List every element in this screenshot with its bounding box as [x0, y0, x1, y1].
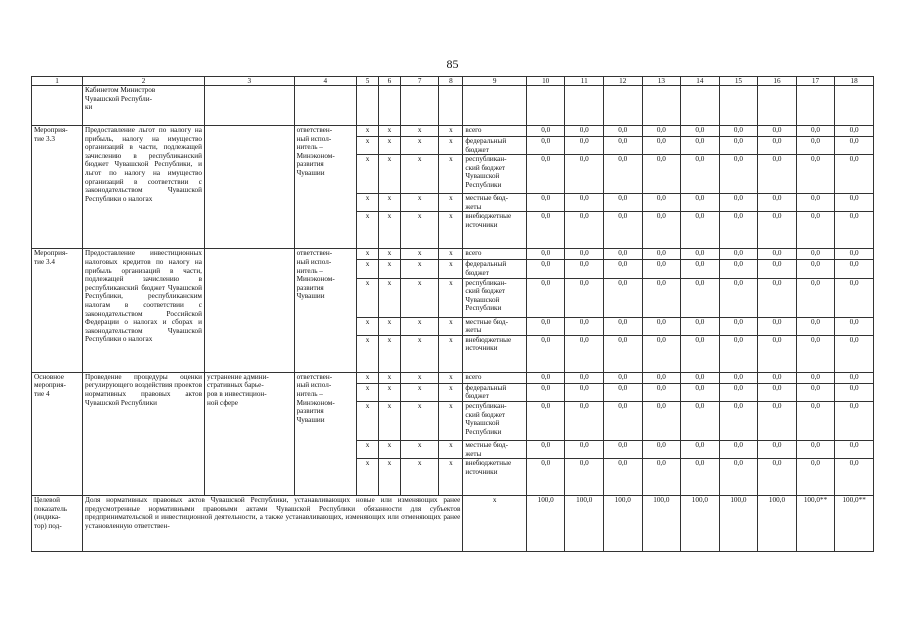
- amount-cell: 0,0: [758, 372, 797, 383]
- amount-cell: 0,0: [565, 155, 604, 194]
- amount-cell: 0,0: [526, 317, 565, 335]
- code-mark: x: [439, 260, 463, 278]
- amount-cell: 0,0: [565, 278, 604, 317]
- column-header: 2: [83, 77, 205, 86]
- measure-executor: ответствен- ный испол- нитель – Минэконом- развития Чувашии: [294, 372, 357, 495]
- code-mark: x: [357, 137, 379, 155]
- amount-cell: 0,0: [796, 278, 835, 317]
- amount-cell: 0,0: [835, 212, 874, 249]
- code-mark: x: [378, 278, 400, 317]
- code-mark: x: [357, 317, 379, 335]
- column-header: 11: [565, 77, 604, 86]
- measure-description: Проведение процедуры оценки регулирующего воздействия проектов нормативных правовых актов Чувашской Республики: [83, 372, 205, 495]
- code-mark: x: [439, 459, 463, 496]
- amount-cell: 0,0: [796, 249, 835, 260]
- amount-cell: 0,0: [835, 317, 874, 335]
- measure-goal: устранение админи- стративных барье- ров в инвестицион- ной сфере: [204, 372, 294, 495]
- funding-source: федеральный бюджет: [463, 383, 527, 401]
- code-mark: x: [439, 401, 463, 440]
- measure-description: Предоставление инвестиционных налоговых кредитов по налогу на прибыль организаций в части, подлежащей зачислению в республиканский бюджет Чувашской Республики, республиканским налогам в соответствии с законодательством Российской Федерации о налогах и сборах и законодательством Чувашской Республики о налогах: [83, 249, 205, 372]
- amount-cell: 0,0: [719, 278, 758, 317]
- amount-cell: 0,0: [642, 260, 681, 278]
- indicator-text: Доля нормативных правовых актов Чувашской Республики, устанавливающих новые или изменяющих ранее предусмотренные нормативными правовыми актами Чувашской Республики обязанности для субъектов предпринимательской и инвестиционной деятельности, а также устанавливающих, изменяющих или отменяющих ранее установленную ответствен-: [83, 496, 463, 552]
- code-mark: x: [439, 249, 463, 260]
- code-mark: x: [400, 249, 439, 260]
- code-mark: x: [400, 126, 439, 137]
- amount-cell: 0,0: [681, 260, 720, 278]
- amount-cell: 0,0: [642, 401, 681, 440]
- amount-cell: 0,0: [835, 260, 874, 278]
- measure-goal: [204, 249, 294, 372]
- amount-cell: 0,0: [681, 126, 720, 137]
- amount-cell: 0,0: [835, 155, 874, 194]
- measure-executor: ответствен- ный испол- нитель – Минэконом- развития Чувашии: [294, 126, 357, 249]
- amount-cell: 0,0: [604, 137, 643, 155]
- code-mark: x: [400, 194, 439, 212]
- code-mark: x: [439, 440, 463, 458]
- amount-cell: 0,0: [604, 459, 643, 496]
- funding-source: местные бюд- жеты: [463, 194, 527, 212]
- code-mark: x: [378, 459, 400, 496]
- amount-cell: 0,0: [565, 459, 604, 496]
- amount-cell: 0,0: [604, 401, 643, 440]
- amount-cell: 0,0: [604, 194, 643, 212]
- amount-cell: 0,0: [604, 383, 643, 401]
- indicator-value: 100,0: [565, 496, 604, 552]
- amount-cell: 0,0: [796, 372, 835, 383]
- amount-cell: 0,0: [642, 278, 681, 317]
- amount-cell: 0,0: [835, 194, 874, 212]
- amount-cell: 0,0: [758, 401, 797, 440]
- amount-cell: 0,0: [604, 372, 643, 383]
- code-mark: x: [357, 212, 379, 249]
- code-mark: x: [439, 372, 463, 383]
- amount-cell: 0,0: [758, 459, 797, 496]
- code-mark: x: [439, 212, 463, 249]
- amount-cell: 0,0: [835, 372, 874, 383]
- funding-source: республикан- ский бюджет Чувашской Республики: [463, 401, 527, 440]
- code-mark: x: [378, 260, 400, 278]
- amount-cell: 0,0: [758, 278, 797, 317]
- code-mark: x: [400, 317, 439, 335]
- amount-cell: 0,0: [681, 194, 720, 212]
- column-header: 7: [400, 77, 439, 86]
- amount-cell: 0,0: [681, 440, 720, 458]
- table-row: [32, 249, 874, 260]
- code-mark: x: [439, 278, 463, 317]
- code-mark: x: [439, 383, 463, 401]
- amount-cell: 0,0: [565, 212, 604, 249]
- code-mark: x: [378, 317, 400, 335]
- code-mark: x: [378, 440, 400, 458]
- amount-cell: 0,0: [796, 212, 835, 249]
- column-header: 3: [204, 77, 294, 86]
- code-mark: x: [357, 440, 379, 458]
- amount-cell: 0,0: [565, 383, 604, 401]
- measure-description: Предоставление льгот по налогу на прибыль, налогу на имущество организаций в части, подлежащей зачислению в республиканский бюджет Чувашской Республики, и льгот по налогу на имущество организаций в соответствии с законодательством Чувашской Республики о налогах: [83, 126, 205, 249]
- amount-cell: 0,0: [719, 249, 758, 260]
- code-mark: x: [378, 137, 400, 155]
- code-mark: x: [400, 278, 439, 317]
- amount-cell: 0,0: [642, 335, 681, 372]
- amount-cell: 0,0: [796, 194, 835, 212]
- code-mark: x: [357, 372, 379, 383]
- amount-cell: 0,0: [719, 401, 758, 440]
- funding-source: внебюджетные источники: [463, 335, 527, 372]
- amount-cell: 0,0: [681, 155, 720, 194]
- amount-cell: 0,0: [758, 260, 797, 278]
- amount-cell: 0,0: [835, 126, 874, 137]
- amount-cell: 0,0: [642, 383, 681, 401]
- code-mark: x: [400, 372, 439, 383]
- amount-cell: 0,0: [681, 317, 720, 335]
- code-mark: x: [378, 335, 400, 372]
- amount-cell: 0,0: [758, 383, 797, 401]
- amount-cell: 0,0: [796, 126, 835, 137]
- indicator-value: 100,0**: [835, 496, 874, 552]
- table-row: [32, 372, 874, 383]
- amount-cell: 0,0: [604, 249, 643, 260]
- amount-cell: 0,0: [758, 126, 797, 137]
- funding-source: местные бюд- жеты: [463, 317, 527, 335]
- amount-cell: 0,0: [526, 155, 565, 194]
- amount-cell: 0,0: [796, 401, 835, 440]
- column-header: 4: [294, 77, 357, 86]
- amount-cell: 0,0: [565, 126, 604, 137]
- amount-cell: 0,0: [642, 137, 681, 155]
- amount-cell: 0,0: [526, 249, 565, 260]
- amount-cell: 0,0: [758, 335, 797, 372]
- amount-cell: 0,0: [681, 372, 720, 383]
- amount-cell: 0,0: [719, 212, 758, 249]
- code-mark: x: [400, 137, 439, 155]
- code-mark: x: [400, 155, 439, 194]
- amount-cell: 0,0: [565, 194, 604, 212]
- code-mark: x: [400, 383, 439, 401]
- code-mark: x: [400, 335, 439, 372]
- amount-cell: 0,0: [835, 278, 874, 317]
- amount-cell: 0,0: [642, 155, 681, 194]
- amount-cell: 0,0: [835, 137, 874, 155]
- amount-cell: 0,0: [565, 440, 604, 458]
- code-mark: x: [439, 317, 463, 335]
- amount-cell: 0,0: [835, 383, 874, 401]
- indicator-value: 100,0**: [796, 496, 835, 552]
- indicator-col9: x: [463, 496, 527, 552]
- amount-cell: 0,0: [681, 278, 720, 317]
- amount-cell: 0,0: [565, 249, 604, 260]
- column-header: 6: [378, 77, 400, 86]
- column-header: 16: [758, 77, 797, 86]
- amount-cell: 0,0: [796, 459, 835, 496]
- amount-cell: 0,0: [719, 137, 758, 155]
- indicator-row: [32, 496, 874, 552]
- amount-cell: 0,0: [642, 249, 681, 260]
- code-mark: x: [378, 212, 400, 249]
- amount-cell: 0,0: [719, 155, 758, 194]
- column-header: 10: [526, 77, 565, 86]
- amount-cell: 0,0: [526, 260, 565, 278]
- amount-cell: 0,0: [719, 440, 758, 458]
- amount-cell: 0,0: [719, 317, 758, 335]
- code-mark: x: [439, 126, 463, 137]
- amount-cell: 0,0: [719, 372, 758, 383]
- code-mark: x: [357, 278, 379, 317]
- column-header: 5: [357, 77, 379, 86]
- amount-cell: 0,0: [642, 212, 681, 249]
- measure-executor: ответствен- ный испол- нитель – Минэконом- развития Чувашии: [294, 249, 357, 372]
- indicator-value: 100,0: [526, 496, 565, 552]
- code-mark: x: [378, 401, 400, 440]
- amount-cell: 0,0: [642, 194, 681, 212]
- amount-cell: 0,0: [642, 440, 681, 458]
- funding-source: всего: [463, 372, 527, 383]
- table-row: [32, 126, 874, 137]
- amount-cell: 0,0: [758, 194, 797, 212]
- amount-cell: 0,0: [719, 383, 758, 401]
- indicator-value: 100,0: [604, 496, 643, 552]
- funding-source: внебюджетные источники: [463, 212, 527, 249]
- code-mark: x: [439, 137, 463, 155]
- amount-cell: 0,0: [796, 260, 835, 278]
- code-mark: x: [400, 212, 439, 249]
- amount-cell: 0,0: [835, 335, 874, 372]
- amount-cell: 0,0: [796, 440, 835, 458]
- amount-cell: 0,0: [604, 155, 643, 194]
- amount-cell: 0,0: [835, 440, 874, 458]
- funding-source: федеральный бюджет: [463, 137, 527, 155]
- column-header: 14: [681, 77, 720, 86]
- amount-cell: 0,0: [565, 401, 604, 440]
- amount-cell: 0,0: [796, 137, 835, 155]
- amount-cell: 0,0: [835, 459, 874, 496]
- amount-cell: 0,0: [796, 335, 835, 372]
- column-header: 1: [32, 77, 83, 86]
- funding-source: федеральный бюджет: [463, 260, 527, 278]
- amount-cell: 0,0: [796, 317, 835, 335]
- code-mark: x: [439, 155, 463, 194]
- column-header: 12: [604, 77, 643, 86]
- amount-cell: 0,0: [526, 194, 565, 212]
- indicator-value: 100,0: [758, 496, 797, 552]
- column-header: 15: [719, 77, 758, 86]
- indicator-value: 100,0: [719, 496, 758, 552]
- funding-source: республикан- ский бюджет Чувашской Республики: [463, 155, 527, 194]
- measure-name: Мероприя- тие 3.3: [32, 126, 83, 249]
- amount-cell: 0,0: [719, 260, 758, 278]
- amount-cell: 0,0: [565, 260, 604, 278]
- amount-cell: 0,0: [526, 126, 565, 137]
- amount-cell: 0,0: [604, 317, 643, 335]
- amount-cell: 0,0: [526, 372, 565, 383]
- code-mark: x: [357, 155, 379, 194]
- header-row: [32, 77, 874, 86]
- amount-cell: 0,0: [835, 401, 874, 440]
- indicator-value: 100,0: [642, 496, 681, 552]
- measure-name: Мероприя- тие 3.4: [32, 249, 83, 372]
- code-mark: x: [357, 383, 379, 401]
- amount-cell: 0,0: [642, 372, 681, 383]
- budget-table: [31, 76, 874, 552]
- amount-cell: 0,0: [526, 278, 565, 317]
- amount-cell: 0,0: [681, 335, 720, 372]
- code-mark: x: [378, 155, 400, 194]
- indicator-value: 100,0: [681, 496, 720, 552]
- indicator-label: Целевой показатель (индика- тор) под-: [32, 496, 83, 552]
- code-mark: x: [439, 335, 463, 372]
- code-mark: x: [357, 401, 379, 440]
- amount-cell: 0,0: [526, 383, 565, 401]
- amount-cell: 0,0: [642, 459, 681, 496]
- amount-cell: 0,0: [835, 249, 874, 260]
- code-mark: x: [400, 459, 439, 496]
- code-mark: x: [378, 249, 400, 260]
- page-number: 85: [446, 57, 459, 71]
- amount-cell: 0,0: [604, 440, 643, 458]
- amount-cell: 0,0: [565, 317, 604, 335]
- amount-cell: 0,0: [604, 212, 643, 249]
- cabinet-cell: Кабинетом Министров Чувашской Республи- ки: [83, 86, 205, 126]
- code-mark: x: [357, 335, 379, 372]
- column-header: 9: [463, 77, 527, 86]
- amount-cell: 0,0: [526, 440, 565, 458]
- amount-cell: 0,0: [526, 401, 565, 440]
- code-mark: x: [378, 126, 400, 137]
- amount-cell: 0,0: [719, 194, 758, 212]
- funding-source: внебюджетные источники: [463, 459, 527, 496]
- amount-cell: 0,0: [758, 317, 797, 335]
- column-header: 8: [439, 77, 463, 86]
- code-mark: x: [400, 260, 439, 278]
- amount-cell: 0,0: [681, 401, 720, 440]
- amount-cell: 0,0: [604, 335, 643, 372]
- code-mark: x: [357, 249, 379, 260]
- amount-cell: 0,0: [604, 126, 643, 137]
- code-mark: x: [357, 459, 379, 496]
- amount-cell: 0,0: [642, 126, 681, 137]
- amount-cell: 0,0: [526, 459, 565, 496]
- amount-cell: 0,0: [796, 155, 835, 194]
- amount-cell: 0,0: [758, 212, 797, 249]
- amount-cell: 0,0: [604, 260, 643, 278]
- amount-cell: 0,0: [526, 335, 565, 372]
- code-mark: x: [400, 401, 439, 440]
- funding-source: всего: [463, 126, 527, 137]
- amount-cell: 0,0: [681, 383, 720, 401]
- code-mark: x: [378, 372, 400, 383]
- amount-cell: 0,0: [681, 137, 720, 155]
- table-row: [32, 86, 874, 126]
- amount-cell: 0,0: [565, 372, 604, 383]
- code-mark: x: [378, 383, 400, 401]
- funding-source: местные бюд- жеты: [463, 440, 527, 458]
- amount-cell: 0,0: [565, 137, 604, 155]
- measure-goal: [204, 126, 294, 249]
- funding-source: республикан- ский бюджет Чувашской Республики: [463, 278, 527, 317]
- funding-source: всего: [463, 249, 527, 260]
- amount-cell: 0,0: [681, 459, 720, 496]
- amount-cell: 0,0: [681, 212, 720, 249]
- amount-cell: 0,0: [565, 335, 604, 372]
- code-mark: x: [400, 440, 439, 458]
- code-mark: x: [378, 194, 400, 212]
- amount-cell: 0,0: [758, 440, 797, 458]
- amount-cell: 0,0: [758, 155, 797, 194]
- column-header: 17: [796, 77, 835, 86]
- amount-cell: 0,0: [526, 212, 565, 249]
- code-mark: x: [357, 260, 379, 278]
- amount-cell: 0,0: [719, 126, 758, 137]
- column-header: 13: [642, 77, 681, 86]
- amount-cell: 0,0: [604, 278, 643, 317]
- amount-cell: 0,0: [758, 249, 797, 260]
- code-mark: x: [357, 126, 379, 137]
- amount-cell: 0,0: [719, 335, 758, 372]
- amount-cell: 0,0: [526, 137, 565, 155]
- column-header: 18: [835, 77, 874, 86]
- amount-cell: 0,0: [681, 249, 720, 260]
- code-mark: x: [357, 194, 379, 212]
- amount-cell: 0,0: [642, 317, 681, 335]
- amount-cell: 0,0: [719, 459, 758, 496]
- amount-cell: 0,0: [796, 383, 835, 401]
- code-mark: x: [439, 194, 463, 212]
- amount-cell: 0,0: [758, 137, 797, 155]
- measure-name: Основное мероприя- тие 4: [32, 372, 83, 495]
